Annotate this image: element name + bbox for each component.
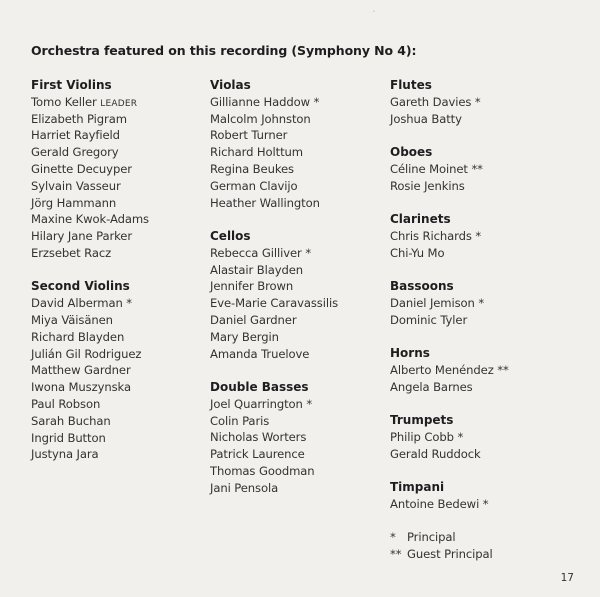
musician-name-text: Maxine Kwok-Adams [31, 212, 150, 227]
instrument-section [390, 479, 509, 513]
musician-name-text: Justyna Jara [31, 447, 99, 462]
musician-name-text: Matthew Gardner [31, 363, 131, 378]
musician-name-text: Robert Turner [210, 128, 288, 143]
roster-column-1 [31, 77, 149, 480]
musician-name-text: Thomas Goodman [210, 463, 315, 478]
musician-name-text: Joshua Batty [390, 111, 462, 126]
musician-name [31, 111, 149, 128]
musician-name [31, 195, 149, 212]
musician-name-text: Rebecca Gilliver * [210, 245, 312, 260]
musician-name-text: Alberto Menéndez ** [390, 362, 509, 377]
musician-name [31, 94, 149, 111]
musician-name-text: Elizabeth Pigram [31, 111, 127, 126]
musician-name-text: Dominic Tyler [390, 312, 468, 327]
musician-name [210, 463, 338, 480]
musician-name-text: Chi-Yu Mo [390, 245, 445, 260]
musician-name [31, 127, 149, 144]
musician-name [390, 94, 509, 111]
legend-label: Principal [407, 530, 456, 545]
instrument-section [390, 412, 509, 462]
musician-name [390, 312, 509, 329]
musician-name [210, 144, 338, 161]
instrument-section [390, 278, 509, 328]
musician-name-text: Nicholas Worters [210, 430, 307, 445]
musician-name-text: Ginette Decuyper [31, 161, 132, 176]
musician-name [390, 496, 509, 513]
musician-name-text: Patrick Laurence [210, 447, 305, 462]
musician-name-text: Chris Richards * [390, 228, 482, 243]
musician-name-text: Hilary Jane Parker [31, 229, 133, 244]
musician-name [390, 446, 509, 463]
leader-label: LEADER [100, 98, 138, 109]
musician-name-text: Angela Barnes [390, 379, 473, 394]
musician-name [390, 379, 509, 396]
instrument-section [210, 228, 338, 362]
section-title: Horns [390, 345, 430, 360]
musician-name-text: Gerald Gregory [31, 145, 119, 160]
musician-name-text: Sarah Buchan [31, 413, 111, 428]
musician-name-text: Philip Cobb * [390, 429, 464, 444]
musician-name [31, 329, 149, 346]
instrument-section [390, 345, 509, 395]
musician-name-text: Gillianne Haddow * [210, 94, 320, 109]
legend-mark: ** [390, 547, 402, 562]
musician-name-text: Daniel Gardner [210, 312, 297, 327]
musician-name [210, 429, 338, 446]
musician-name-text: Malcolm Johnston [210, 111, 311, 126]
section-title: Cellos [210, 228, 251, 243]
musician-name-text: Erzsebet Racz [31, 245, 112, 260]
musician-name-text: Daniel Jemison * [390, 295, 485, 310]
section-title: Second Violins [31, 279, 130, 294]
legend-mark: * [390, 530, 396, 545]
musician-name [31, 161, 149, 178]
legend-label: Guest Principal [407, 547, 493, 562]
musician-name-text: Richard Holttum [210, 145, 303, 160]
musician-name-text: Colin Paris [210, 413, 270, 428]
musician-name [210, 94, 338, 111]
musician-name-text: Gerald Ruddock [390, 446, 481, 461]
musician-name [210, 127, 338, 144]
instrument-section [210, 379, 338, 497]
musician-name [210, 111, 338, 128]
musician-name [210, 295, 338, 312]
musician-name-text: Amanda Truelove [210, 346, 310, 361]
section-title: Trumpets [390, 412, 454, 427]
musician-name [210, 195, 338, 212]
musician-name [210, 480, 338, 497]
musician-name [210, 161, 338, 178]
musician-name [390, 178, 509, 195]
musician-name [390, 245, 509, 262]
musician-name [31, 362, 149, 379]
musician-name [390, 111, 509, 128]
musician-name [31, 295, 149, 312]
musician-name-text: Céline Moinet ** [390, 161, 483, 176]
musician-name-text: Gareth Davies * [390, 94, 481, 109]
musician-name [31, 446, 149, 463]
section-title: Flutes [390, 78, 432, 92]
musician-name [31, 413, 149, 430]
musician-name-text: Heather Wallington [210, 195, 320, 210]
musician-name-text: German Clavijo [210, 178, 298, 193]
musician-name [31, 228, 149, 245]
musician-name-text: Jörg Hammann [31, 195, 117, 210]
instrument-section [31, 278, 149, 463]
musician-name [210, 329, 338, 346]
musician-name-text: Jennifer Brown [210, 279, 294, 294]
musician-name [31, 144, 149, 161]
section-title: Bassoons [390, 278, 454, 293]
musician-name [31, 312, 149, 329]
instrument-section [31, 77, 149, 262]
page-heading: Orchestra featured on this recording (Symphony No 4): [31, 43, 417, 58]
instrument-section [390, 77, 509, 127]
musician-name [31, 245, 149, 262]
section-title: Oboes [390, 144, 433, 159]
musician-name-text: Iwona Muszynska [31, 380, 131, 395]
musician-name [390, 362, 509, 379]
musician-name [390, 429, 509, 446]
musician-name [31, 430, 149, 447]
musician-name-text: Tomo Keller [31, 94, 97, 109]
musician-name [210, 446, 338, 463]
musician-name [390, 161, 509, 178]
instrument-section [210, 77, 338, 211]
musician-name [31, 178, 149, 195]
instrument-section [390, 144, 509, 194]
musician-name [31, 396, 149, 413]
musician-name-text: Regina Beukes [210, 161, 294, 176]
musician-name-text: Julián Gil Rodriguez [31, 346, 142, 361]
instrument-section [390, 211, 509, 261]
legend-item [390, 529, 509, 546]
footnote-legend [390, 529, 509, 563]
musician-name [210, 312, 338, 329]
page-number: 17 [560, 572, 574, 584]
musician-name-text: Alastair Blayden [210, 262, 304, 277]
musician-name [210, 413, 338, 430]
section-title: Timpani [390, 479, 445, 494]
musician-name [210, 278, 338, 295]
musician-name [210, 245, 338, 262]
musician-name-text: Paul Robson [31, 396, 101, 411]
musician-name-text: Mary Bergin [210, 329, 279, 344]
legend-item [390, 546, 509, 563]
musician-name-text: Harriet Rayfield [31, 128, 120, 143]
musician-name-text: David Alberman * [31, 296, 132, 311]
section-title: First Violins [31, 78, 112, 92]
musician-name-text: Ingrid Button [31, 430, 106, 445]
musician-name [31, 211, 149, 228]
print-speck: ˙ [372, 10, 376, 19]
musician-name-text: Antoine Bedewi * [390, 496, 489, 511]
section-title: Violas [210, 78, 251, 92]
section-title: Double Basses [210, 379, 309, 394]
musician-name-text: Eve-Marie Caravassilis [210, 296, 339, 311]
musician-name [390, 295, 509, 312]
musician-name-text: Rosie Jenkins [390, 178, 465, 193]
musician-name-text: Miya Väisänen [31, 312, 113, 327]
musician-name [210, 262, 338, 279]
musician-name-text: Jani Pensola [210, 480, 279, 495]
musician-name [210, 178, 338, 195]
musician-name-text: Sylvain Vasseur [31, 178, 121, 193]
musician-name-text: Richard Blayden [31, 329, 125, 344]
musician-name [210, 346, 338, 363]
section-title: Clarinets [390, 211, 451, 226]
musician-name-text: Joel Quarrington * [210, 396, 313, 411]
roster-column-3 [390, 77, 509, 563]
musician-name [210, 396, 338, 413]
musician-name [31, 346, 149, 363]
musician-name [390, 228, 509, 245]
roster-column-2 [210, 77, 338, 513]
musician-name [31, 379, 149, 396]
